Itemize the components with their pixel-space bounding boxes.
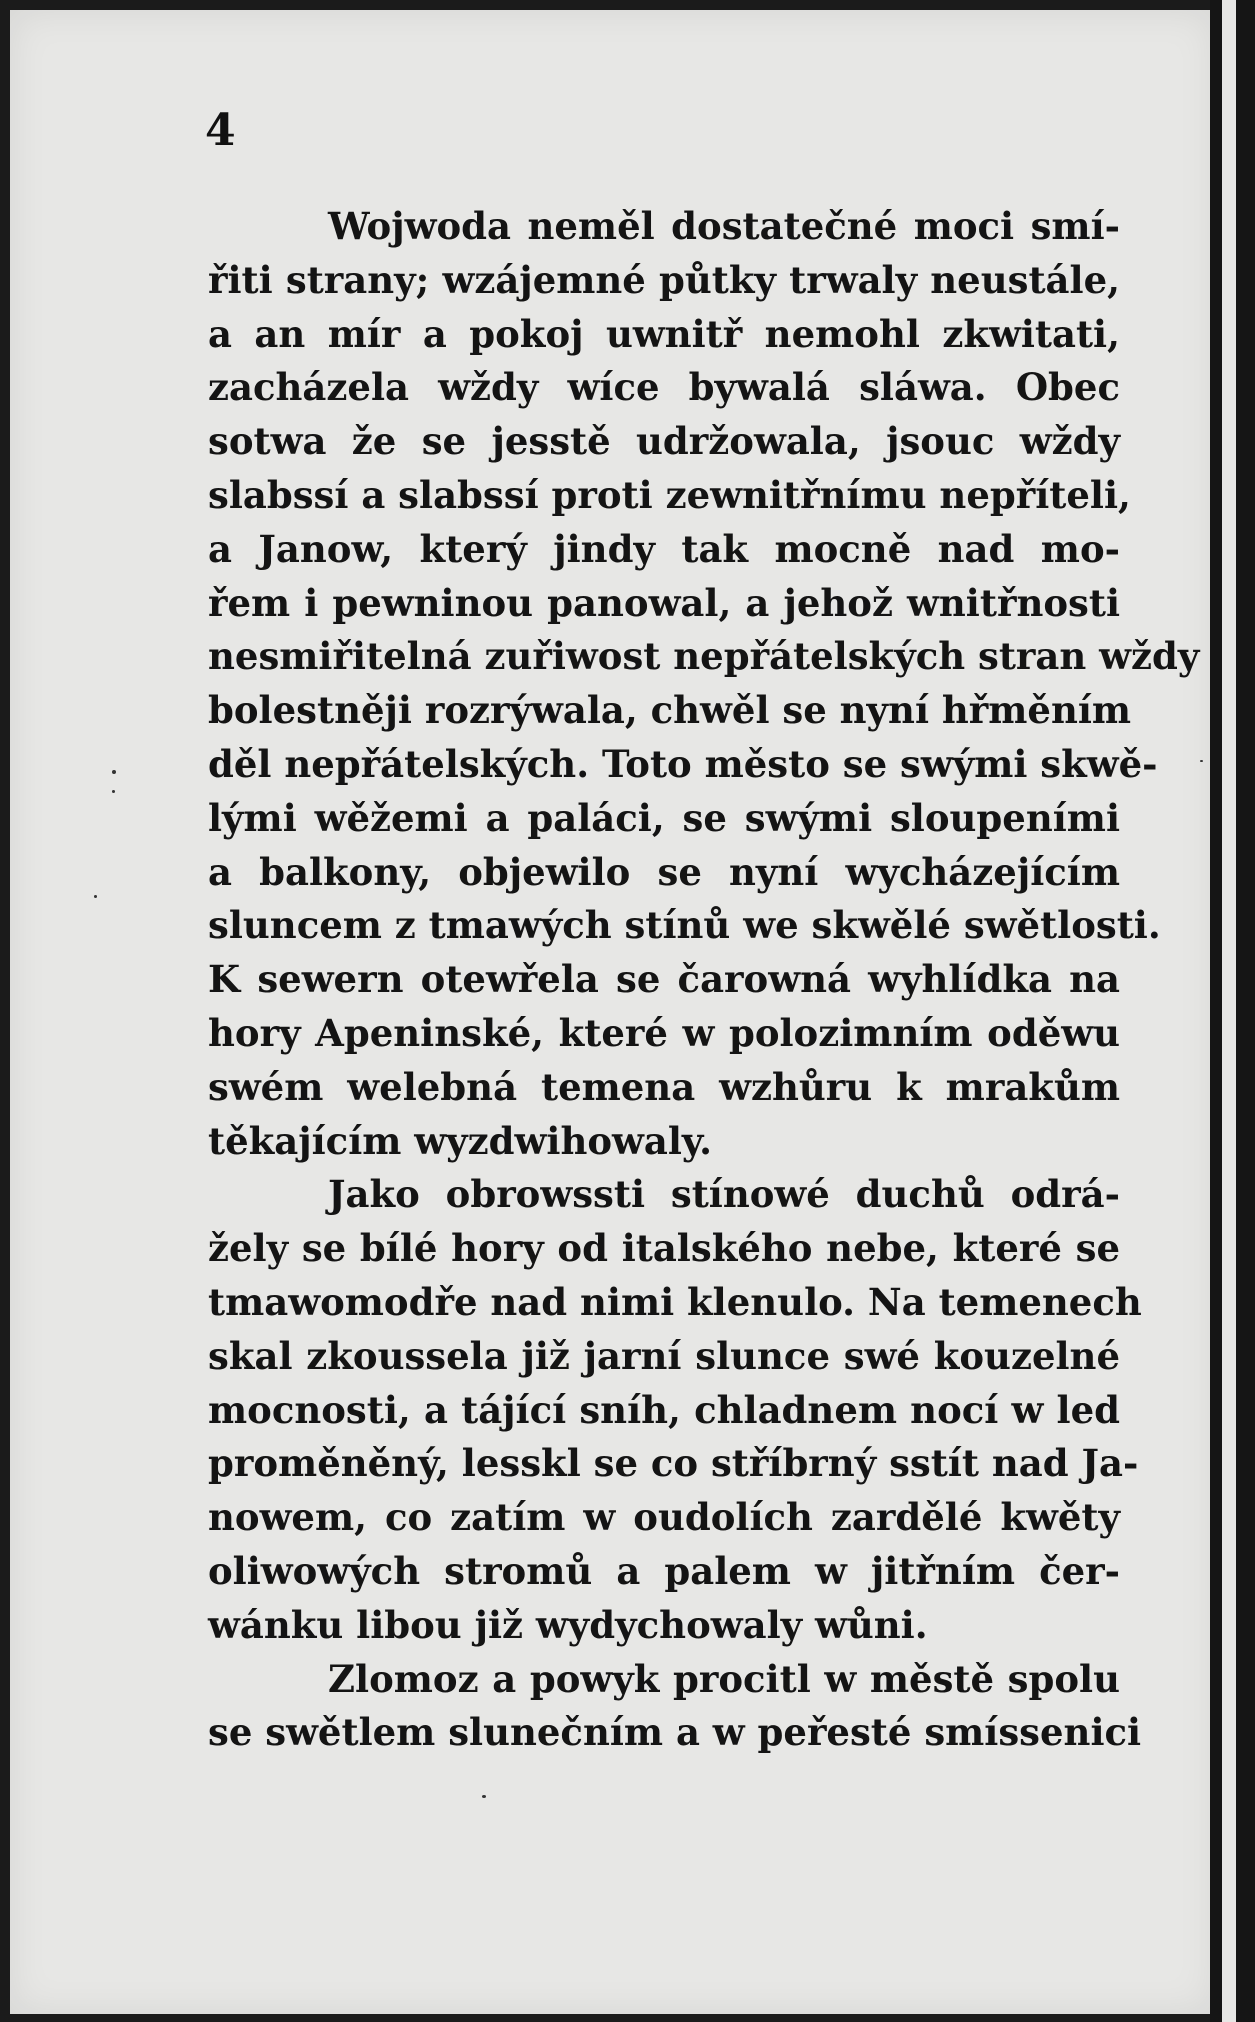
text-line: wánku libou již wydychowaly wůni. xyxy=(208,1602,928,1647)
text-line: skal zkoussela již jarní slunce swé kouzelné xyxy=(208,1333,1120,1378)
scan-speck xyxy=(1200,760,1203,762)
text-line: řiti strany; wzájemné půtky trwaly neustále, xyxy=(208,257,1120,302)
text-line: nowem, co zatím w oudolích zardělé kwěty xyxy=(208,1495,1120,1540)
text-line: swém welebná temena wzhůru k mrakům xyxy=(208,1064,1120,1109)
text-line: oliwowých stromů a palem w jitřním čer- xyxy=(208,1548,1120,1593)
text-line: tmawomodře nad nimi klenulo. Na temenech xyxy=(208,1279,1142,1324)
text-line: žely se bílé hory od italského nebe, které se xyxy=(208,1226,1120,1271)
text-line: a balkony, objewilo se nyní wycházejícím xyxy=(208,849,1120,894)
text-line: zacházela wždy wíce bywalá sláwa. Obec xyxy=(208,365,1120,410)
scan-speck xyxy=(112,790,115,793)
page-number: 4 xyxy=(205,105,236,156)
text-line: slabssí a slabssí proti zewnitřnímu nepříteli, xyxy=(208,472,1131,517)
text-line: K sewern otewřela se čarowná wyhlídka na xyxy=(208,957,1120,1002)
text-line: bolestněji rozrýwala, chwěl se nyní hřměním xyxy=(208,688,1132,733)
next-page-edge xyxy=(1222,0,1236,2022)
text-line: mocnosti, a tájící sníh, chladnem nocí w led xyxy=(208,1387,1120,1432)
text-line: Wojwoda neměl dostatečné moci smí- xyxy=(328,204,1120,248)
text-line: a an mír a pokoj uwnitř nemohl zkwitati, xyxy=(208,311,1120,356)
text-line: proměněný, lesskl se co stříbrný sstít nad Ja- xyxy=(208,1441,1139,1486)
text-line: hory Apeninské, které w polozimním oděwu xyxy=(208,1010,1120,1055)
scan-speck xyxy=(94,895,97,898)
text-line: sotwa že se jesstě udržowala, jsouc wždy xyxy=(208,419,1120,464)
text-line: a Janow, který jindy tak mocně nad mo- xyxy=(208,526,1120,571)
scan-speck xyxy=(482,1795,486,1798)
text-line: Zlomoz a powyk procitl w městě spolu xyxy=(328,1656,1120,1701)
text-line: se swětlem slunečním a w peřesté smíssenici xyxy=(208,1710,1142,1755)
text-line: těkajícím wyzdwihowaly. xyxy=(208,1118,713,1163)
text-line: řem i pewninou panowal, a jehož wnitřnosti xyxy=(208,580,1120,625)
text-line: lými wěžemi a paláci, se swými sloupeními xyxy=(208,795,1120,840)
text-line: Jako obrowssti stínowé duchů odrá- xyxy=(328,1172,1120,1217)
scan-speck xyxy=(112,770,116,774)
body-text xyxy=(208,200,1200,1760)
text-line: nesmiřitelná zuřiwost nepřátelských stran wždy xyxy=(208,634,1200,679)
text-line: děl nepřátelských. Toto město se swými skwě- xyxy=(208,741,1158,786)
text-line: sluncem z tmawých stínů we skwělé swětlosti. xyxy=(208,903,1161,948)
